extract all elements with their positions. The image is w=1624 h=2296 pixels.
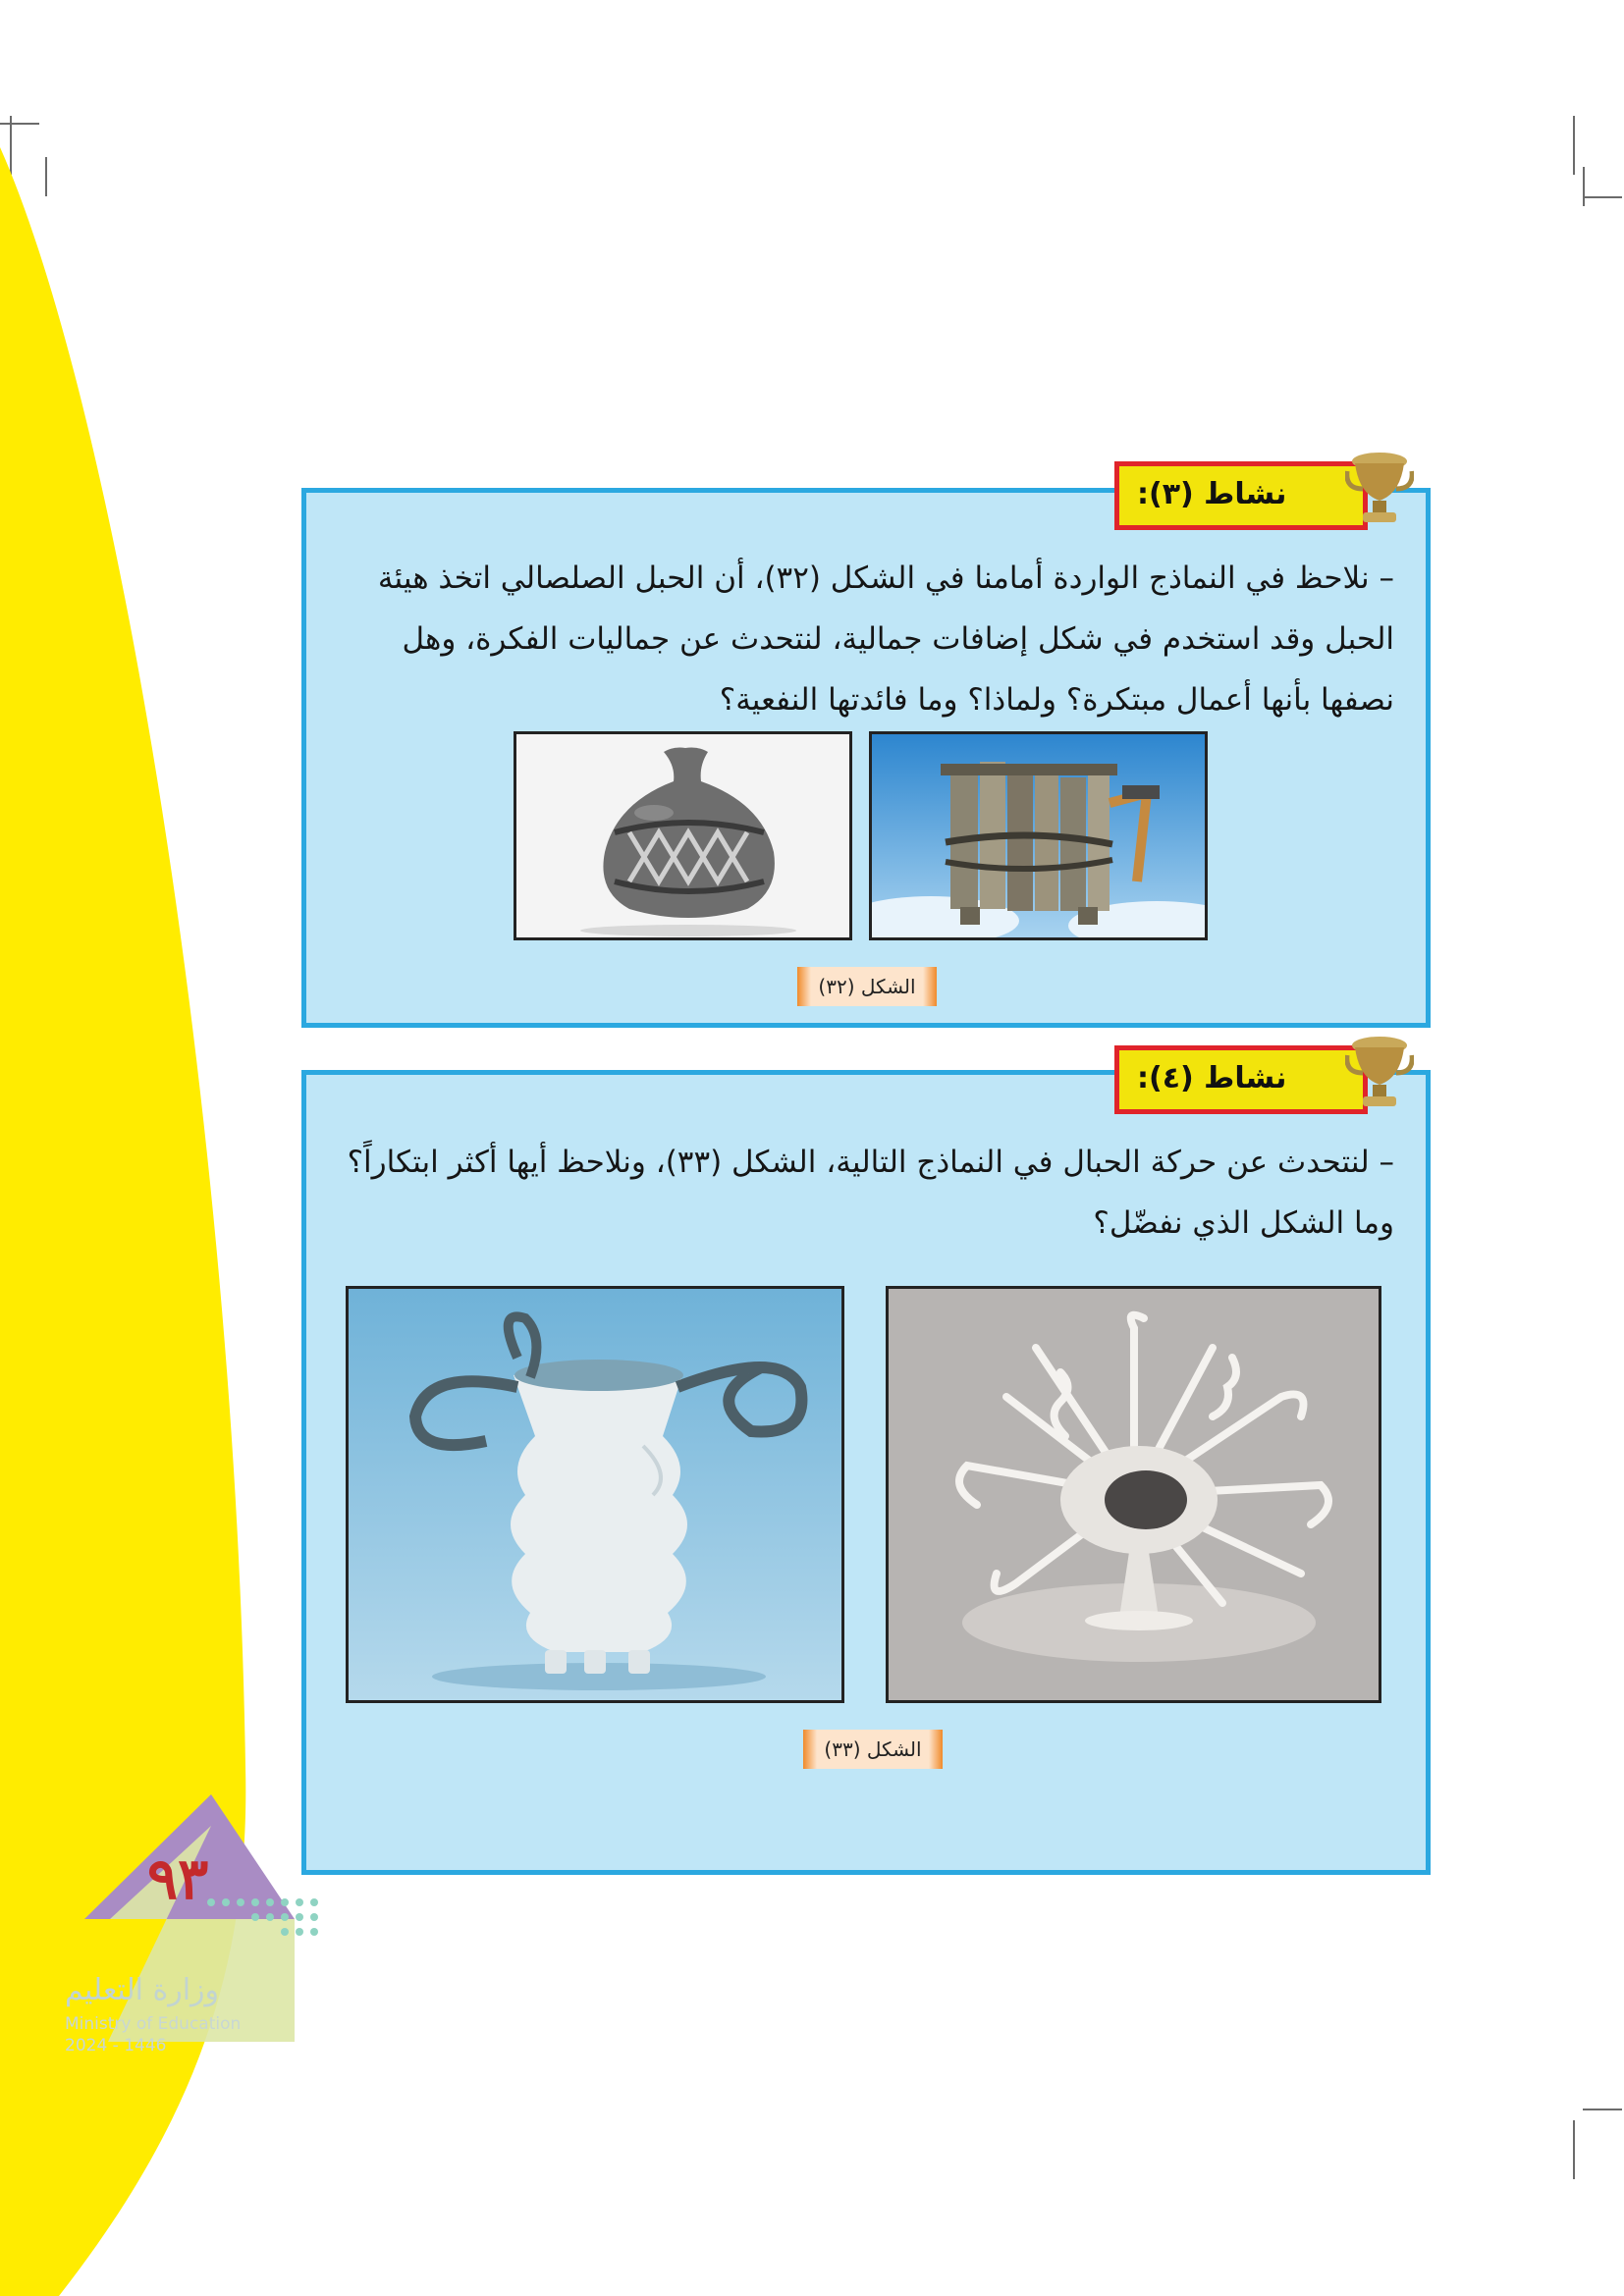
- figure-33-sculpture-photo: [886, 1286, 1381, 1703]
- activity-4-text: – لنتحدث عن حركة الحبال في النماذج التالية، الشكل (٣٣)، ونلاحظ أيها أكثر ابتكاراً؟ وما الشكل الذي نفضّل؟: [347, 1145, 1394, 1241]
- trophy-icon: [1345, 450, 1414, 528]
- crop-mark: [1573, 2120, 1575, 2179]
- crop-mark: [1583, 196, 1622, 198]
- page-number: ٩٣: [147, 1845, 209, 1912]
- activity-3-text: – نلاحظ في النماذج الواردة أمامنا في الشكل (٣٢)، أن الحبل الصلصالي اتخذ هيئة الحبل وقد استخدم في شكل إضافات جمالية، لنتحدث عن جماليات الفكرة، وهل نصفها بأنها أعمال مبتكرة؟ ولماذا؟ وما فائدتها النفعية؟: [377, 561, 1394, 718]
- activity-3-title: نشاط (٣):: [1114, 461, 1368, 530]
- figure-33-caption: الشكل (٣٣): [803, 1730, 943, 1769]
- figure-32-teapot-photo: [869, 731, 1208, 940]
- crop-mark: [1573, 116, 1575, 175]
- figure-32-caption: الشكل (٣٢): [797, 967, 937, 1006]
- dots-decoration: [201, 1893, 329, 1951]
- activity-4-title: نشاط (٤):: [1114, 1045, 1368, 1114]
- figure-32-vase-photo: [514, 731, 852, 940]
- trophy-icon: [1345, 1034, 1414, 1112]
- figure-33-vase-photo: [346, 1286, 844, 1703]
- yellow-page-decoration: [0, 0, 334, 2296]
- ministry-logo-text: وزارة التعليم: [65, 1973, 220, 2007]
- crop-mark: [1583, 167, 1585, 206]
- ministry-english-text: Ministry of Education: [65, 2014, 242, 2034]
- ministry-year: 2024 - 1446: [65, 2036, 167, 2056]
- crop-mark: [1583, 2109, 1622, 2110]
